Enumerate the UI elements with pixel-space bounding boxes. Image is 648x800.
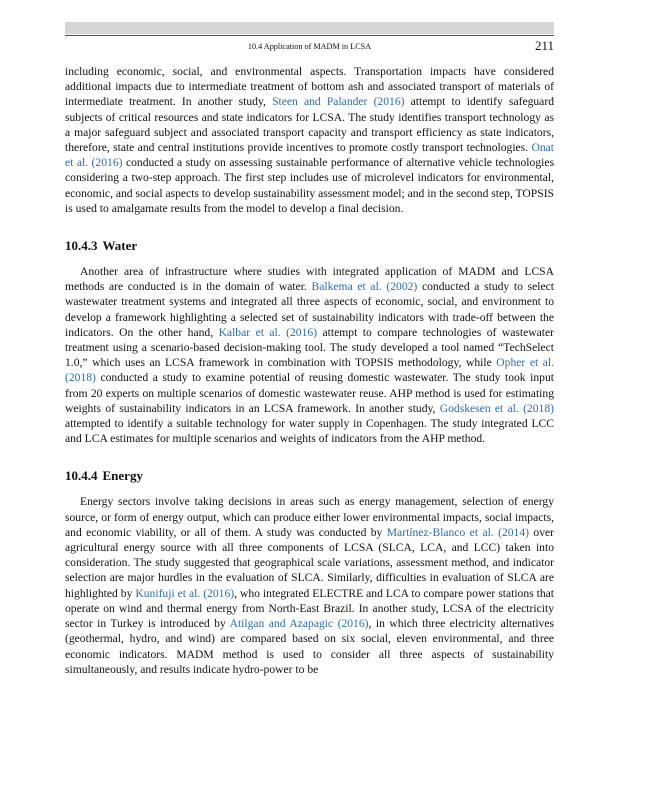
- section-number: 10.4.4: [65, 468, 98, 484]
- section-heading-energy: [65, 468, 554, 484]
- citation-link[interactable]: Kunifuji et al. (2016): [135, 586, 235, 600]
- text-run: , in which three electricity alternatives (geothermal, hydro, and wind) are compared based on six social, eleven environmental, and three economic indicators. MADM method is used to consider all three aspects of sustainability simultaneously, and results indicate hydro-power to be: [65, 617, 554, 676]
- citation-link[interactable]: Onat et al. (2016): [65, 141, 554, 170]
- citation-link[interactable]: Martínez-Blanco et al. (2014): [386, 525, 530, 539]
- citation-link[interactable]: Godskesen et al. (2018): [439, 401, 554, 415]
- text-run: attempted to identify a suitable technology for water supply in Copenhagen. The study integrated LCC and LCA estimates for multiple scenarios and weights of indicators from the AHP method.: [65, 417, 554, 446]
- text-run: over agricultural energy source with all three components of LCSA (SLCA, LCA, and LCC) taken into consideration. The study suggested that geographical scale variations, assessment method, and indicator selection are major hurdles in the evaluation of SLCA. Similarly, difficulties in evaluation of SLCA are highlighted by: [65, 525, 555, 600]
- citation-link[interactable]: Balkema et al. (2002): [311, 280, 418, 294]
- running-title: 10.4 Application of MADM in LCSA: [247, 42, 372, 51]
- paragraph-energy: [65, 494, 554, 676]
- text-run: Energy sectors involve taking decisions in areas such as energy management, selection of energy source, or form of energy output, which can produce either lower environmental impacts, social impacts, and economic viability, or all of them. A study was conducted by: [65, 495, 554, 539]
- text-run: , who integrated ELECTRE and LCA to compare power stations that operate on wind and thermal energy from North-East Brazil. In another study, LCSA of the electricity sector in Turkey is introduced by: [65, 586, 555, 631]
- paragraph-water: [65, 264, 554, 446]
- section-title: Water: [102, 238, 138, 254]
- text-run: Another area of infrastructure where studies with integrated application of MADM and LCSA methods are conducted is in the domain of water.: [65, 265, 554, 294]
- section-heading-water: [65, 238, 554, 254]
- text-run: conducted a study to select wastewater treatment systems and integrated all three aspects of economic, social, and environment to develop a framework highlighting a selected set of sustainability indicators with trade-off between the indicators. On the other hand,: [65, 280, 554, 339]
- header-bar: [65, 22, 554, 34]
- citation-link[interactable]: Steen and Palander (2016): [272, 95, 405, 109]
- text-run: attempt to identify safeguard subjects of critical resources and state indicators for LCSA. The study identifies transport technology as a major safeguard subject and associated transport capacity and transport efficiency as state indicators, therefore, state and central institutions provide incentives to promote costly transport technologies.: [65, 95, 554, 155]
- paragraph-transport-continued: [65, 64, 554, 216]
- header-rule: [65, 35, 554, 36]
- text-run: including economic, social, and environmental aspects. Transportation impacts have considered additional impacts due to intermediate treatment of bottom ash and associated transport of materials of intermediate treatment. In another study,: [65, 65, 554, 109]
- page-body: [65, 64, 554, 677]
- text-run: attempt to compare technologies of wastewater treatment using a scenario-based decision-making tool. The study developed a tool named “TechSelect 1.0,” which uses an LCSA framework in combination with TOPSIS methodology, while: [65, 325, 554, 370]
- section-title: Energy: [102, 468, 143, 484]
- page-number: 211: [534, 38, 554, 53]
- citation-link[interactable]: Kalbar et al. (2016): [218, 325, 318, 339]
- section-number: 10.4.3: [65, 238, 98, 254]
- text-run: conducted a study on assessing sustainable performance of alternative vehicle technologies considering a two-step approach. The first step includes use of microlevel indicators for environmental, economic, and social aspects to develop sustainability assessment model; and in the second step, TOPSIS is used to amalgamate results from the model to develop a final decision.: [65, 156, 555, 215]
- citation-link[interactable]: Opher et al. (2018): [65, 356, 555, 385]
- citation-link[interactable]: Atilgan and Azapagic (2016): [229, 617, 369, 631]
- running-head: [65, 40, 554, 54]
- text-run: conducted a study to examine potential of reusing domestic wastewater. The study took input from 20 experts on multiple scenarios of domestic wastewater reuse. AHP method is used for estimating weights of sustainability indicators in an LCSA framework. In another study,: [65, 371, 554, 415]
